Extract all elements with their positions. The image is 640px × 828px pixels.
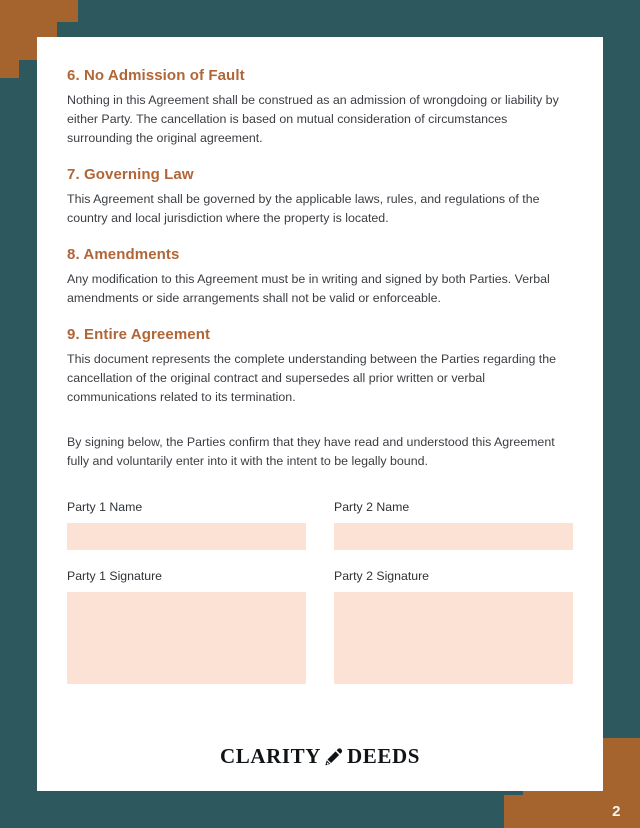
section-heading: 6. No Admission of Fault	[67, 67, 245, 84]
section-no-admission-of-fault	[67, 67, 573, 148]
logo-word-clarity: CLARITY	[219, 744, 322, 768]
party-1-signature-group	[67, 569, 306, 684]
closing-statement: By signing below, the Parties confirm that they have read and understood this Agreement fully and voluntarily enter into it with the intent to be legally bound.	[67, 434, 555, 468]
party-2-name-group	[334, 500, 573, 569]
party-1-signature-label: Party 1 Signature	[67, 568, 163, 583]
party-1-name-label: Party 1 Name	[67, 499, 143, 514]
party-2-name-input[interactable]	[334, 523, 573, 550]
party-1-name-input[interactable]	[67, 523, 306, 550]
section-body: This document represents the complete understanding between the Parties regarding the cancellation of the original contract and supersedes all prior written or verbal communications related to its termination.	[67, 351, 557, 404]
brand-logo	[37, 744, 603, 769]
section-heading: 7. Governing Law	[67, 165, 194, 183]
logo-word-deeds: DEEDS	[347, 744, 421, 768]
party-2-name-label: Party 2 Name	[334, 499, 410, 514]
party-2-signature-input[interactable]	[334, 592, 573, 684]
section-amendments	[67, 246, 573, 308]
party-2-signature-group	[334, 569, 573, 684]
party-1-name-group	[67, 500, 306, 569]
section-governing-law	[67, 166, 573, 228]
section-body: This Agreement shall be governed by the applicable laws, rules, and regulations of the country and local jurisdiction where the property is located.	[67, 191, 540, 225]
document-page	[37, 37, 603, 791]
signature-section	[67, 500, 573, 684]
page-number: 2	[612, 803, 621, 820]
party-1-signature-input[interactable]	[67, 592, 306, 684]
section-body: Any modification to this Agreement must be in writing and signed by both Parties. Verbal amendments or side arrangements shall not be valid or enforceable.	[67, 271, 550, 305]
section-heading: 8. Amendments	[67, 245, 180, 263]
pen-nib-icon	[323, 746, 345, 768]
section-heading: 9. Entire Agreement	[67, 325, 211, 343]
party-2-signature-label: Party 2 Signature	[334, 568, 430, 583]
section-body: Nothing in this Agreement shall be construed as an admission of wrongdoing or liability by either Party. The cancellation is based on mutual consideration of circumstances surrounding the original agreement.	[67, 93, 559, 145]
corner-notch-top-left-2	[19, 60, 38, 78]
section-entire-agreement	[67, 326, 573, 407]
corner-step-top-left-4	[0, 0, 19, 78]
